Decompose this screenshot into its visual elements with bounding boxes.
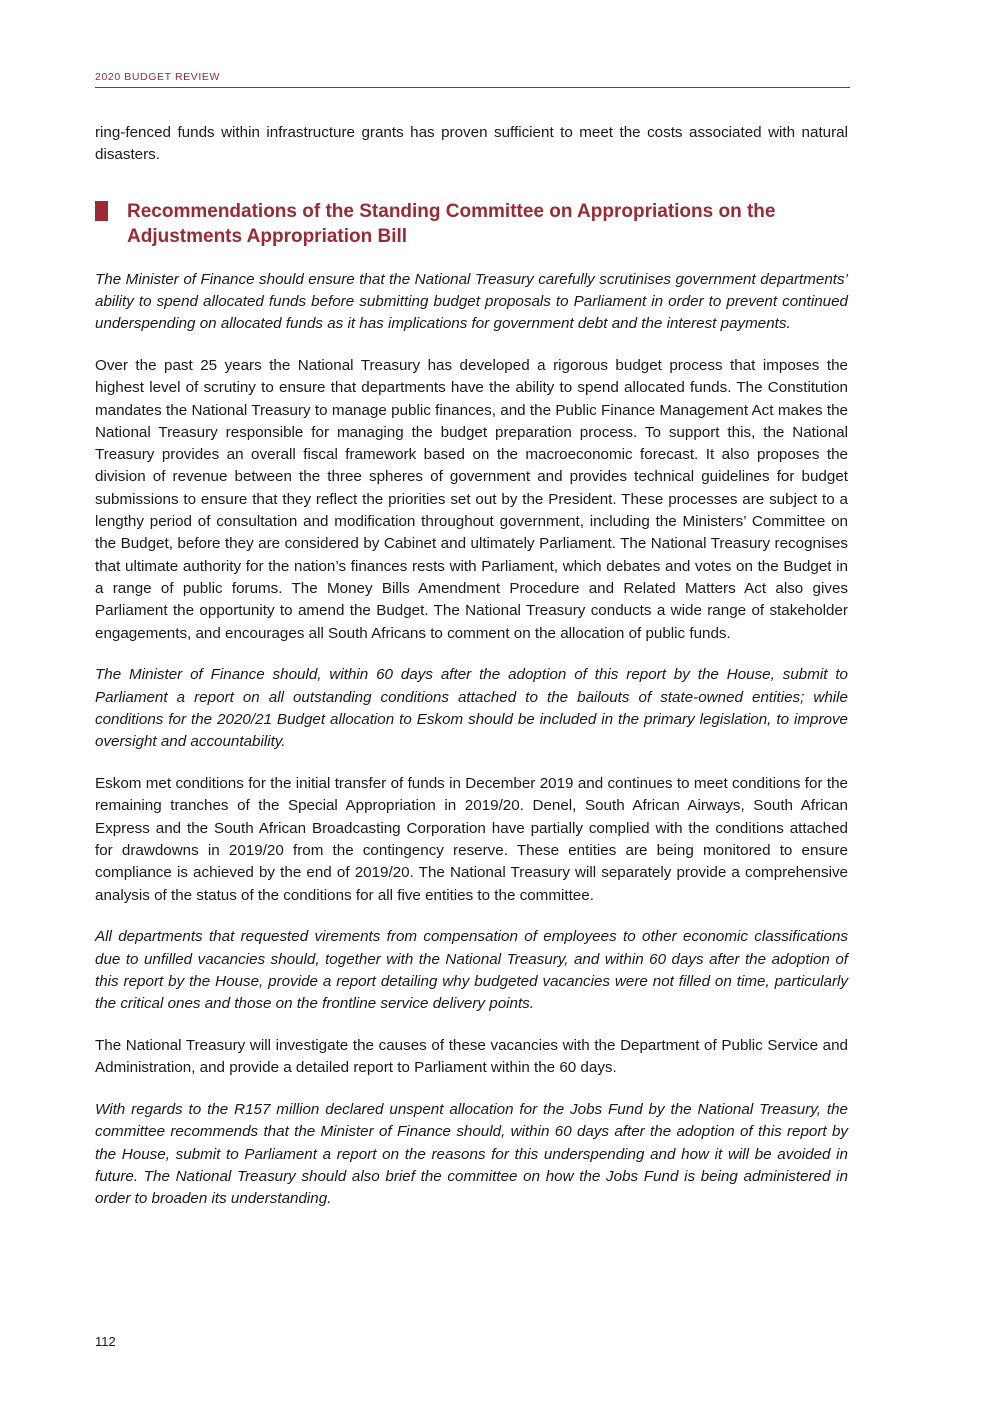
- response-paragraph: The National Treasury will investigate the causes of these vacancies with the Department of Public Service and Administration, and provide a detailed report to Parliament within the 60 days.: [95, 1037, 848, 1077]
- header-rule: [95, 87, 850, 88]
- section-heading-text: Recommendations of the Standing Committee on Appropriations on the Adjustments Appropriation Bill: [127, 200, 776, 247]
- intro-paragraph: ring-fenced funds within infrastructure grants has proven sufficient to meet the costs associated with natural disasters.: [95, 124, 848, 164]
- page-number: 112: [95, 1334, 116, 1349]
- response-paragraph: Over the past 25 years the National Treasury has developed a rigorous budget process that imposes the highest level of scrutiny to ensure that departments have the ability to spend allocated funds. The Constitution mandates the National Treasury to manage public finances, and the Public Finance Management Act makes the National Treasury responsible for managing the budget preparation process. To support this, the National Treasury provides an overall fiscal framework based on the macroeconomic forecast. It also proposes the division of revenue between the three spheres of government and provides technical guidelines for budget submissions to ensure that they reflect the priorities set out by the President. These processes are subject to a lengthy period of consultation and modification throughout government, including the Ministers’ Committee on the Budget, before they are considered by Cabinet and ultimately Parliament. The National Treasury recognises that ultimate authority for the nation’s finances rests with Parliament, which debates and votes on the Budget in a range of public forums. The Money Bills Amendment Procedure and Related Matters Act also gives Parliament the opportunity to amend the Budget. The National Treasury conducts a wide range of stakeholder engagements, and encourages all South Africans to comment on the allocation of public funds.: [95, 356, 848, 642]
- recommendation-paragraph: The Minister of Finance should ensure that the National Treasury carefully scrutinises government departments’ ability to spend allocated funds before submitting budget proposals to Parliament in order to prevent continued underspending on allocated funds as it has implications for government debt and the interest payments.: [95, 270, 848, 333]
- main-content: [95, 122, 848, 1230]
- recommendation-paragraph: With regards to the R157 million declared unspent allocation for the Jobs Fund by the National Treasury, the committee recommends that the Minister of Finance should, within 60 days after the adoption of this report by the House, submit to Parliament a report on the reasons for this underspending and how it will be avoided in future. The National Treasury should also brief the committee on how the Jobs Fund is being administered in order to broaden its understanding.: [95, 1101, 848, 1208]
- page-header: [95, 70, 850, 88]
- running-title: 2020 BUDGET REVIEW: [95, 71, 220, 83]
- recommendation-paragraph: All departments that requested virements from compensation of employees to other economic classifications due to unfilled vacancies should, together with the National Treasury, and within 60 days after the adoption of this report by the House, provide a report detailing why budgeted vacancies were not filled on time, particularly the critical ones and those on the frontline service delivery points.: [95, 928, 848, 1013]
- heading-marker: [95, 201, 108, 221]
- recommendation-paragraph: The Minister of Finance should, within 60 days after the adoption of this report by the House, submit to Parliament a report on all outstanding conditions attached to the bailouts of state-owned entities; while conditions for the 2020/21 Budget allocation to Eskom should be included in the primary legislation, to improve oversight and accountability.: [95, 666, 848, 751]
- response-paragraph: Eskom met conditions for the initial transfer of funds in December 2019 and continues to meet conditions for the remaining tranches of the Special Appropriation in 2019/20. Denel, South African Airways, South African Express and the South African Broadcasting Corporation have partially complied with the conditions attached for drawdowns in 2019/20 from the contingency reserve. These entities are being monitored to ensure compliance is achieved by the end of 2019/20. The National Treasury will separately provide a comprehensive analysis of the status of the conditions for all five entities to the committee.: [95, 775, 848, 904]
- section-heading: [95, 199, 848, 249]
